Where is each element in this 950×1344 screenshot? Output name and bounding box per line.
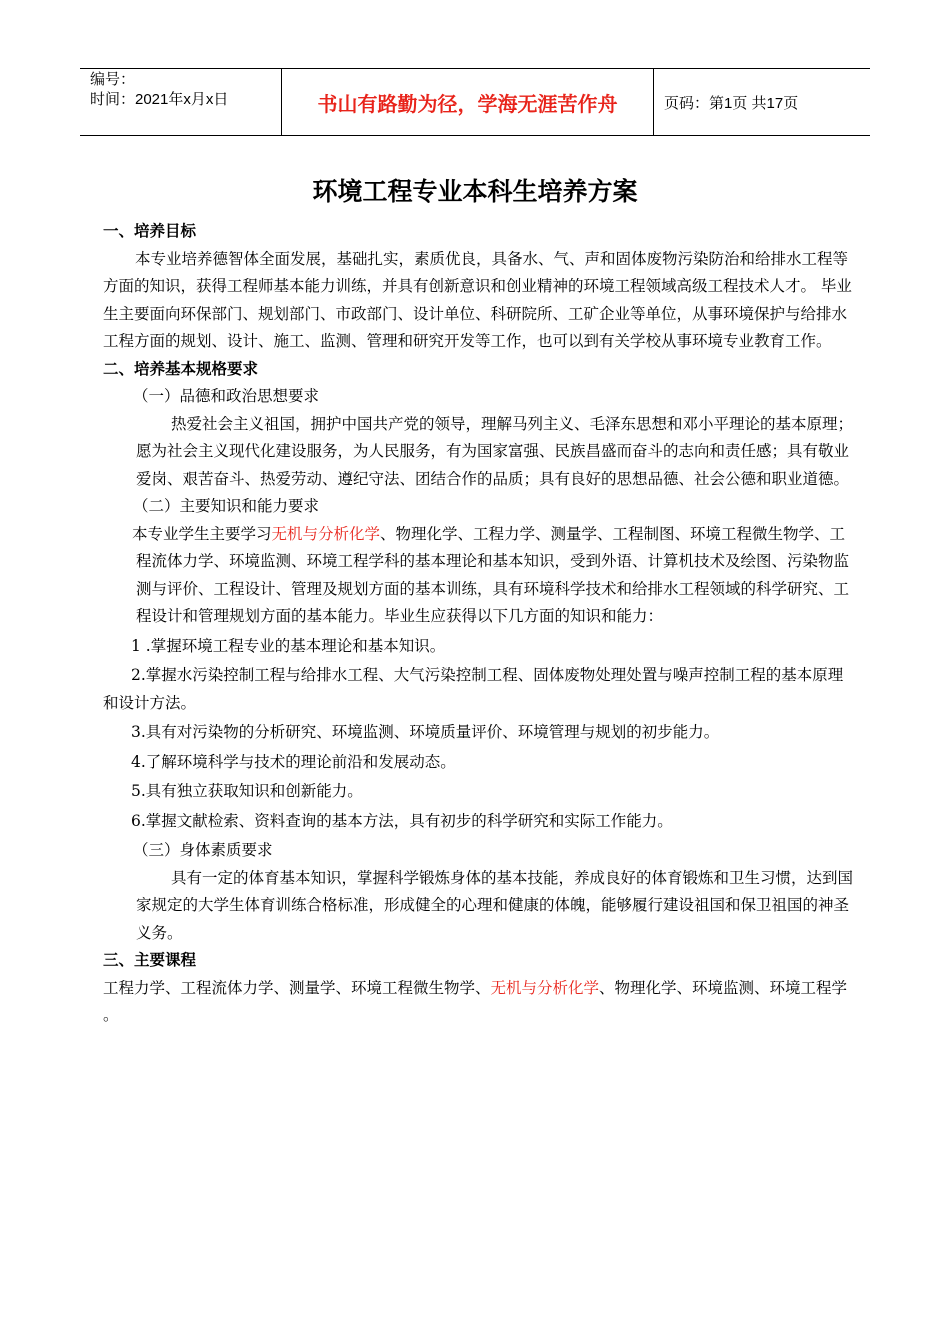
section-heading-goals: 一、培养目标	[103, 222, 197, 240]
courses-end-mark: 。	[103, 1006, 119, 1024]
moral-block	[103, 411, 858, 494]
courses-paragraph	[103, 975, 858, 1003]
page-number-label: 页码：第1页 共17页	[664, 94, 799, 112]
ability-item: 6.掌握文献检索、资料查询的基本方法，具有初步的科学研究和实际工作能力。	[131, 811, 673, 830]
physical-block	[103, 865, 858, 948]
header-motto: 书山有路勤为径，学海无涯苦作舟	[281, 69, 654, 135]
ability-item: 1 .掌握环境工程专业的基本理论和基本知识。	[131, 636, 446, 655]
doc-date-label: 时间：2021年x月x日	[90, 91, 229, 108]
goals-paragraph: 本专业培养德智体全面发展，基础扎实，素质优良，具备水、气、声和固体废物污染防治和给排水工程等方面的知识，获得工程师基本能力训练，并具有创新意识和创业精神的环境工程领域高级工程技术人才。 毕业生主要面向环保部门、规划部门、市政部门、设计单位、科研院所、工矿企业等单位，从事环境保护与给排水工程方面的规划、设计、施工、监测、管理和研究开发等工作，也可以到有关学校从事环境专业教育工作。	[103, 249, 852, 350]
courses-text-pre: 工程力学、工程流体力学、测量学、环境工程微生物学、	[103, 978, 491, 997]
ability-item: 3.具有对污染物的分析研究、环境监测、环境质量评价、环境管理与规划的初步能力。	[131, 723, 720, 741]
knowledge-text-pre: 本专业学生主要学习	[132, 524, 272, 543]
section-heading-courses: 三、主要课程	[103, 951, 197, 969]
physical-paragraph: 具有一定的体育基本知识，掌握科学锻炼身体的基本技能，养成良好的体育锻炼和卫生习惯，达到国家规定的大学生体育训练合格标准，形成健全的心理和健康的体魄，能够履行建设祖国和保卫祖国的神圣义务。	[136, 868, 854, 942]
moral-paragraph: 热爱社会主义祖国，拥护中国共产党的领导，理解马列主义、毛泽东思想和邓小平理论的基本原理；愿为社会主义现代化建设服务，为人民服务，有为国家富强、民族昌盛而奋斗的志向和责任感；具有敬业爱岗、艰苦奋斗、热爱劳动、遵纪守法、团结合作的品质；具有良好的思想品德、社会公德和职业道德。	[136, 414, 854, 488]
knowledge-text-post: 、物理化学、工程力学、测量学、工程制图、环境工程微生物学、工程流体力学、环境监测、环境工程学科的基本理论和基本知识，受到外语、计算机技术及绘图、污染物监测与评价、工程设计、管理及规划方面的基本训练，具有环境科学技术和给排水工程领域的科学研究、工程设计和管理规划方面的基本能力。毕业生应获得以下几方面的知识和能力：	[136, 524, 850, 625]
knowledge-highlight: 无机与分析化学	[271, 524, 381, 543]
knowledge-paragraph	[103, 521, 858, 631]
courses-highlight: 无机与分析化学	[490, 978, 600, 997]
subheading-knowledge: （二）主要知识和能力要求	[133, 497, 320, 515]
document-body	[103, 218, 858, 1030]
document-title: 环境工程专业本科生培养方案	[312, 177, 638, 206]
ability-item: 5.具有独立获取知识和创新能力。	[131, 782, 363, 800]
subheading-physical: （三）身体素质要求	[133, 841, 273, 859]
ability-item: 4.了解环境科学与技术的理论前沿和发展动态。	[131, 752, 456, 771]
ability-item: 2.掌握水污染控制工程与给排水工程、大气污染控制工程、固体废物处理处置与噪声控制工程的基本原理和设计方法。	[103, 666, 844, 712]
section-heading-requirements: 二、培养基本规格要求	[103, 359, 259, 378]
header-meta	[80, 69, 280, 135]
doc-number-label: 编号：	[90, 71, 136, 88]
subheading-moral: （一）品德和政治思想要求	[133, 387, 320, 405]
courses-text-post: 、物理化学、环境监测、环境工程学	[599, 978, 848, 997]
header-table	[80, 68, 870, 136]
